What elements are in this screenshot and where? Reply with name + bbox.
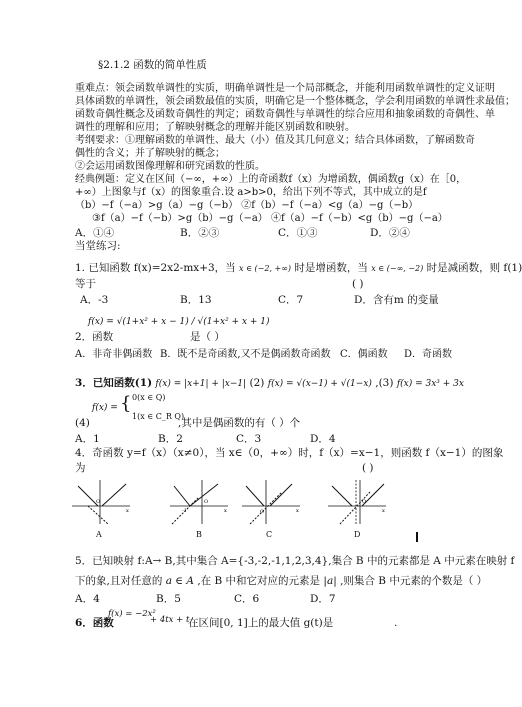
intro-line: 调性的理解和应用；了解映射概念的理解并能区别函数和映射。: [75, 122, 355, 133]
syllabus-line: 偶性的含义；并了解映射的概念；: [75, 148, 225, 159]
graph-a: [70, 478, 132, 526]
q2-label: 2．函数: [75, 331, 114, 343]
svg-text:O: O: [96, 499, 101, 505]
q5-elem: a ∈ A: [165, 575, 194, 587]
q5-option-d: D．7: [310, 593, 336, 605]
q1-text-a: 1. 已知函数 f(x)=2x2-mx+3，当: [75, 262, 236, 274]
option-d: D．②④: [370, 227, 410, 239]
svg-text:-1: -1: [182, 508, 187, 514]
q1-option-a: A．-3: [80, 294, 109, 306]
q1-option-d: D．含有m 的变量: [354, 294, 439, 306]
q6-suffix: 在区间[0, 1]上的最大值 g(t)是: [188, 617, 334, 629]
q4-paren: ( ): [362, 462, 374, 474]
svg-text:x: x: [126, 508, 129, 514]
q6-dot: .: [394, 617, 398, 629]
q3-line2-a: (4): [75, 417, 90, 429]
q1-text-b: 时是增函数，当: [294, 262, 368, 274]
q6-formula-a: f(x) = −2x²: [108, 609, 156, 619]
practice-header: 当堂练习:: [75, 240, 121, 252]
q5-line-1: 5．已知映射 f:A→ B,其中集合 A={-3,-2,-1,1,2,3,4},集合 B 中的元素都是 A 中元素在映射 f: [75, 555, 515, 567]
brace-icon: {: [120, 393, 132, 414]
q3-option-b: B．2: [158, 433, 183, 445]
q2-formula: f(x) = √(1+x² + x − 1) / √(1+x² + x + 1): [88, 317, 270, 327]
option-a: A．①④: [75, 227, 115, 239]
q1-option-b: B．13: [180, 294, 212, 306]
page-title: §2.1.2 函数的简单性质: [98, 59, 207, 71]
svg-text:x: x: [382, 508, 385, 514]
example-line: （b）−f（−a）>g（a）−g（−b） ②f（b）−f（−a）<g（a）−g（−b）: [75, 200, 419, 211]
example-line: ③f（a）−f（−b）>g（b）−g（−a） ④f（a）−f（−b）<g（b）−g（−a）: [92, 213, 448, 224]
graph-label-c: C: [266, 530, 273, 539]
q2-option-a: A．非奇非偶函数: [75, 349, 153, 360]
intro-line: 具体函数的单调性，领会函数最值的实质，明确它是一个整体概念，学会利用函数的单调性求最值；: [75, 96, 515, 107]
graph-b: [168, 478, 230, 526]
svg-text:O: O: [204, 499, 209, 505]
q5-option-b: B．5: [156, 593, 181, 605]
syllabus-line: 考纲要求：①理解函数的单调性、最大（小）值及其几何意义；结合具体函数，了解函数奇: [75, 135, 475, 146]
graph-d: [326, 478, 388, 526]
q3-line1-c: ,(3): [375, 377, 394, 389]
q3-f1: f(x) = |x+1| + |x−1|: [155, 379, 247, 389]
q1-text-c: 时是减函数，则 f(1): [426, 262, 522, 274]
graph-label-b: B: [196, 530, 202, 539]
q5-option-a: A．4: [75, 593, 100, 605]
q1-text-d: 等于: [75, 278, 96, 290]
graph-label-d: D: [354, 530, 361, 539]
q3-f4-lhs: f(x) =: [92, 403, 118, 413]
example-line: 经典例题：定义在区间（−∞，+∞）上的奇函数f（x）为增函数，偶函数g（x）在［0，: [75, 174, 467, 185]
margin-mark: [416, 532, 418, 542]
q3-f2: f(x) = √(x−1) + √(1−x): [267, 379, 372, 389]
svg-text:O: O: [362, 499, 367, 505]
q3-line2-b: ,其中是偶函数的有（ ）个: [178, 417, 301, 429]
q4-line-1: 4．奇函数 y=f（x）（x≠0），当 x∈（0，+∞）时，f（x）=x−1，则函数 f（x−1）的图象: [75, 447, 504, 459]
q5-line2-c: ,则集合 B 中元素的个数是（ ）: [340, 575, 488, 587]
example-line: +∞）上图象与f（x）的图象重合.设 a>b>0，给出下列不等式，其中成立的是f: [75, 187, 427, 198]
q5-line2-a: 下的象,且对任意的: [75, 575, 163, 587]
q1-interval-1: x ∈ (−2, +∞): [239, 264, 292, 273]
q2-option-d: D．奇函数: [404, 349, 453, 360]
q1-text: [75, 262, 522, 275]
q3-line1-b: (2): [249, 377, 265, 389]
q3-line-1: [75, 377, 464, 390]
q2-option-b: B．既不是奇函数,又不是偶函数奇函数: [160, 349, 331, 360]
q1-paren: ( ): [352, 278, 364, 290]
graph-label-a: A: [96, 530, 102, 539]
q5-line2-b: ,在 B 中和它对应的元素是: [197, 575, 321, 587]
q4-line-2: 为: [75, 462, 86, 474]
svg-text:O: O: [260, 509, 265, 515]
q6-formula-b: + 4tx + t: [150, 615, 190, 625]
q2-option-c: C．偶函数: [340, 349, 388, 360]
q3-brace-top: 0(x ∈ Q): [132, 393, 166, 402]
q6-label: 6．函数: [75, 617, 114, 629]
option-c: C．①③: [278, 227, 318, 239]
q2-suffix: 是（ ）: [190, 331, 225, 343]
q1-interval-2: x ∈ (−∞, −2): [371, 264, 424, 273]
q3-option-d: D．4: [310, 433, 336, 445]
option-b: B．②③: [180, 227, 220, 239]
q1-option-c: C．7: [278, 294, 304, 306]
intro-line: 函数奇偶性概念及函数奇偶性的判定；函数奇偶性与单调性的综合应用和抽象函数的奇偶性、单: [75, 109, 495, 120]
q5-option-c: C．6: [234, 593, 260, 605]
q3-f3: f(x) = 3x³ + 3x: [396, 379, 464, 389]
syllabus-line: ②会运用函数图像理解和研究函数的性质。: [75, 161, 265, 172]
graph-c: [240, 478, 302, 526]
q3-brace-bottom: 1(x ∈ C_R Q): [132, 412, 185, 421]
q3-option-c: C．3: [236, 433, 262, 445]
svg-text:x: x: [224, 508, 227, 514]
q5-abs: |a|: [323, 575, 337, 587]
q5-line-2: [75, 575, 487, 587]
intro-line: 重难点：领会函数单调性的实质，明确单调性是一个局部概念，并能利用函数单调性的定义证明: [75, 83, 495, 94]
svg-text:x: x: [296, 508, 299, 514]
q3-line1-a: 3．已知函数(1): [75, 377, 153, 389]
q3-option-a: A．1: [75, 433, 100, 445]
